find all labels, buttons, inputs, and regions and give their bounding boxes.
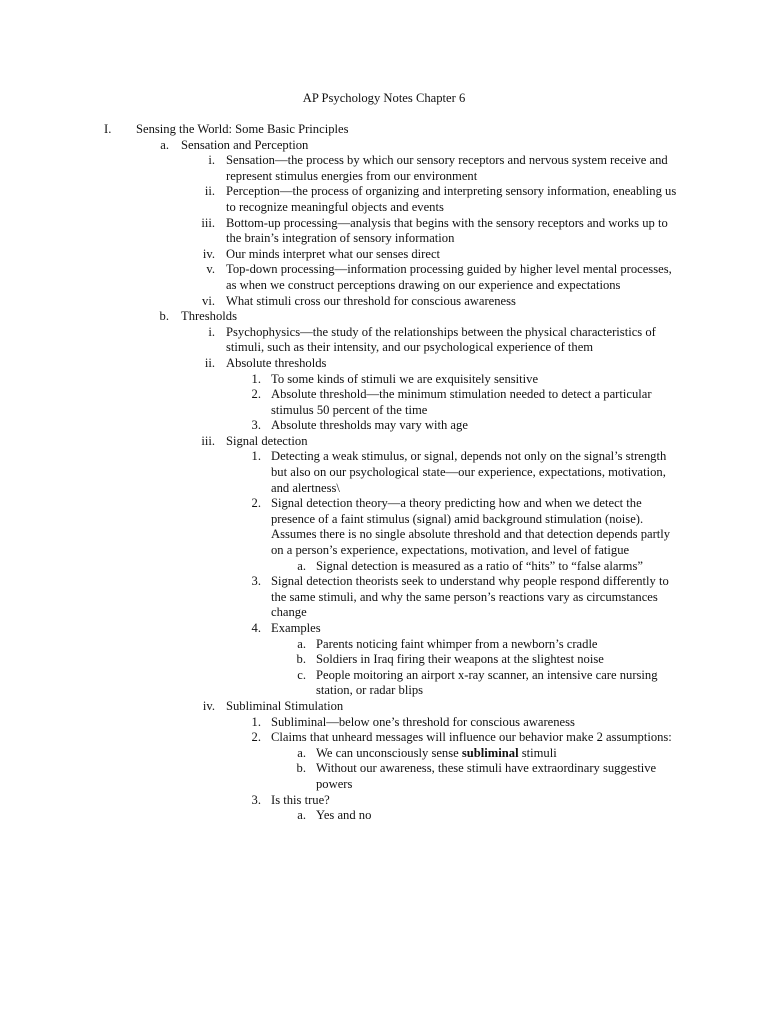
outline-item [0,808,768,824]
outline-text: Our minds interpret what our senses direct [226,246,441,261]
outline-marker: c. [297,667,306,682]
outline-marker: iv. [202,246,215,261]
outline-text: We can unconsciously sense subliminal stimuli [316,745,557,760]
outline-text: Subliminal—below one’s threshold for conscious awareness [271,714,575,729]
outline-text: Absolute threshold—the minimum stimulation needed to detect a particular stimulus 50 percent of the time [271,387,652,417]
outline-marker: 1. [251,371,261,386]
outline-item [0,216,768,247]
outline-marker: 2. [251,730,261,745]
outline-text: Soldiers in Iraq firing their weapons at the slightest noise [316,652,604,667]
outline-marker: b. [159,309,169,324]
outline-marker: b. [296,652,306,667]
outline-text: Perception—the process of organizing and interpreting sensory information, eneabling us to recognize meaningful objects and events [226,184,677,214]
bold-term: subliminal [461,745,519,760]
outline-text: Is this true? [271,792,330,807]
outline-item [0,153,768,184]
outline-text: Claims that unheard messages will influence our behavior make 2 assumptions: [271,730,672,745]
outline-text: Psychophysics—the study of the relationships between the physical characteristics of stimuli, such as their intensity, and our psychological experience of them [226,324,656,355]
outline-item [0,761,768,792]
outline-marker: 3. [251,574,261,589]
outline-marker: vi. [202,293,215,308]
document-title: AP Psychology Notes Chapter 6 [302,91,466,105]
outline-item [0,372,768,388]
outline-item [0,559,768,575]
outline-text: Subliminal Stimulation [226,698,344,713]
outline-item [0,247,768,263]
outline-marker: iii. [201,433,215,448]
outline-item [0,434,768,450]
outline-marker: a. [160,137,169,152]
outline-text: Thresholds [181,309,237,324]
outline-item [0,449,768,496]
outline-text: Signal detection [226,433,308,448]
outline-text: Top-down processing—information processing guided by higher level mental processes, as when we construct perceptions drawing on our experience and expectations [226,262,672,292]
outline-item [0,574,768,621]
outline-item [0,621,768,637]
outline-marker: 3. [251,418,261,433]
outline-item [0,325,768,356]
outline-text: What stimuli cross our threshold for conscious awareness [226,293,516,308]
outline-marker: a. [297,558,306,573]
outline-text: Signal detection theory—a theory predicting how and when we detect the presence of a faint stimulus (signal) amid background stimulation (noise). Assumes there is no single absolute threshold and that detection depends partly on a person’s experience, expectations, motivation, and level of fatigue [271,496,671,558]
outline-marker: iii. [201,215,215,230]
outline-marker: a. [297,745,306,760]
outline-item [0,793,768,809]
outline-marker: 1. [251,449,261,464]
outline-text: Without our awareness, these stimuli have extraordinary suggestive powers [316,761,657,791]
outline-item [0,356,768,372]
outline-item [0,387,768,418]
outline-marker: 4. [251,621,261,635]
outline-marker: v. [206,262,215,277]
outline-marker: 3. [251,792,261,807]
outline-marker: a. [297,636,306,651]
outline-item [0,668,768,699]
outline-item [0,418,768,434]
outline-marker: 1. [251,714,261,729]
outline-item [0,184,768,215]
outline-marker: iv. [202,698,215,713]
outline-item [0,262,768,293]
outline-text: Examples [271,621,321,635]
outline-text: Parents noticing faint whimper from a newborn’s cradle [316,636,598,651]
outline-text: Sensation—the process by which our sensory receptors and nervous system receive and represent stimulus energies from our environment [226,153,668,183]
outline-text: Detecting a weak stimulus, or signal, depends not only on the signal’s strength but also on our psychological state—our experience, expectations, motivation, and alertness\ [271,449,667,495]
outline-item [0,715,768,731]
outline-item [0,637,768,653]
outline-item [0,652,768,668]
outline-item [0,309,768,325]
outline-marker: ii. [204,184,215,199]
outline-text: Signal detection theorists seek to understand why people respond differently to the same stimuli, and why the same person’s reactions vary as circumstances change [271,574,669,620]
outline-text: Signal detection is measured as a ratio of “hits” to “false alarms” [316,558,643,573]
outline-text: Absolute thresholds [226,355,327,370]
outline [0,122,768,824]
outline-item [0,138,768,154]
outline-item [0,294,768,310]
outline-text: Yes and no [316,808,372,823]
outline-text: People moitoring an airport x-ray scanner, an intensive care nursing station, or radar blips [316,667,658,698]
outline-text: Absolute thresholds may vary with age [271,418,468,433]
outline-marker: i. [208,324,215,339]
outline-marker: i. [208,153,215,168]
outline-item [0,746,768,762]
outline-marker: ii. [204,355,215,370]
outline-text: Sensing the World: Some Basic Principles [136,122,349,136]
outline-item [0,730,768,746]
outline-text: Sensation and Perception [181,137,309,152]
outline-marker: b. [296,761,306,776]
outline-marker: 2. [251,387,261,402]
outline-text: Bottom-up processing—analysis that begins with the sensory receptors and works up to the brain’s integration of sensory information [226,215,668,246]
outline-item [0,122,768,138]
outline-text: To some kinds of stimuli we are exquisitely sensitive [271,371,539,386]
outline-item [0,699,768,715]
outline-marker: a. [297,808,306,823]
outline-marker: 2. [251,496,261,511]
outline-marker: I. [104,122,112,136]
outline-item [0,496,768,558]
